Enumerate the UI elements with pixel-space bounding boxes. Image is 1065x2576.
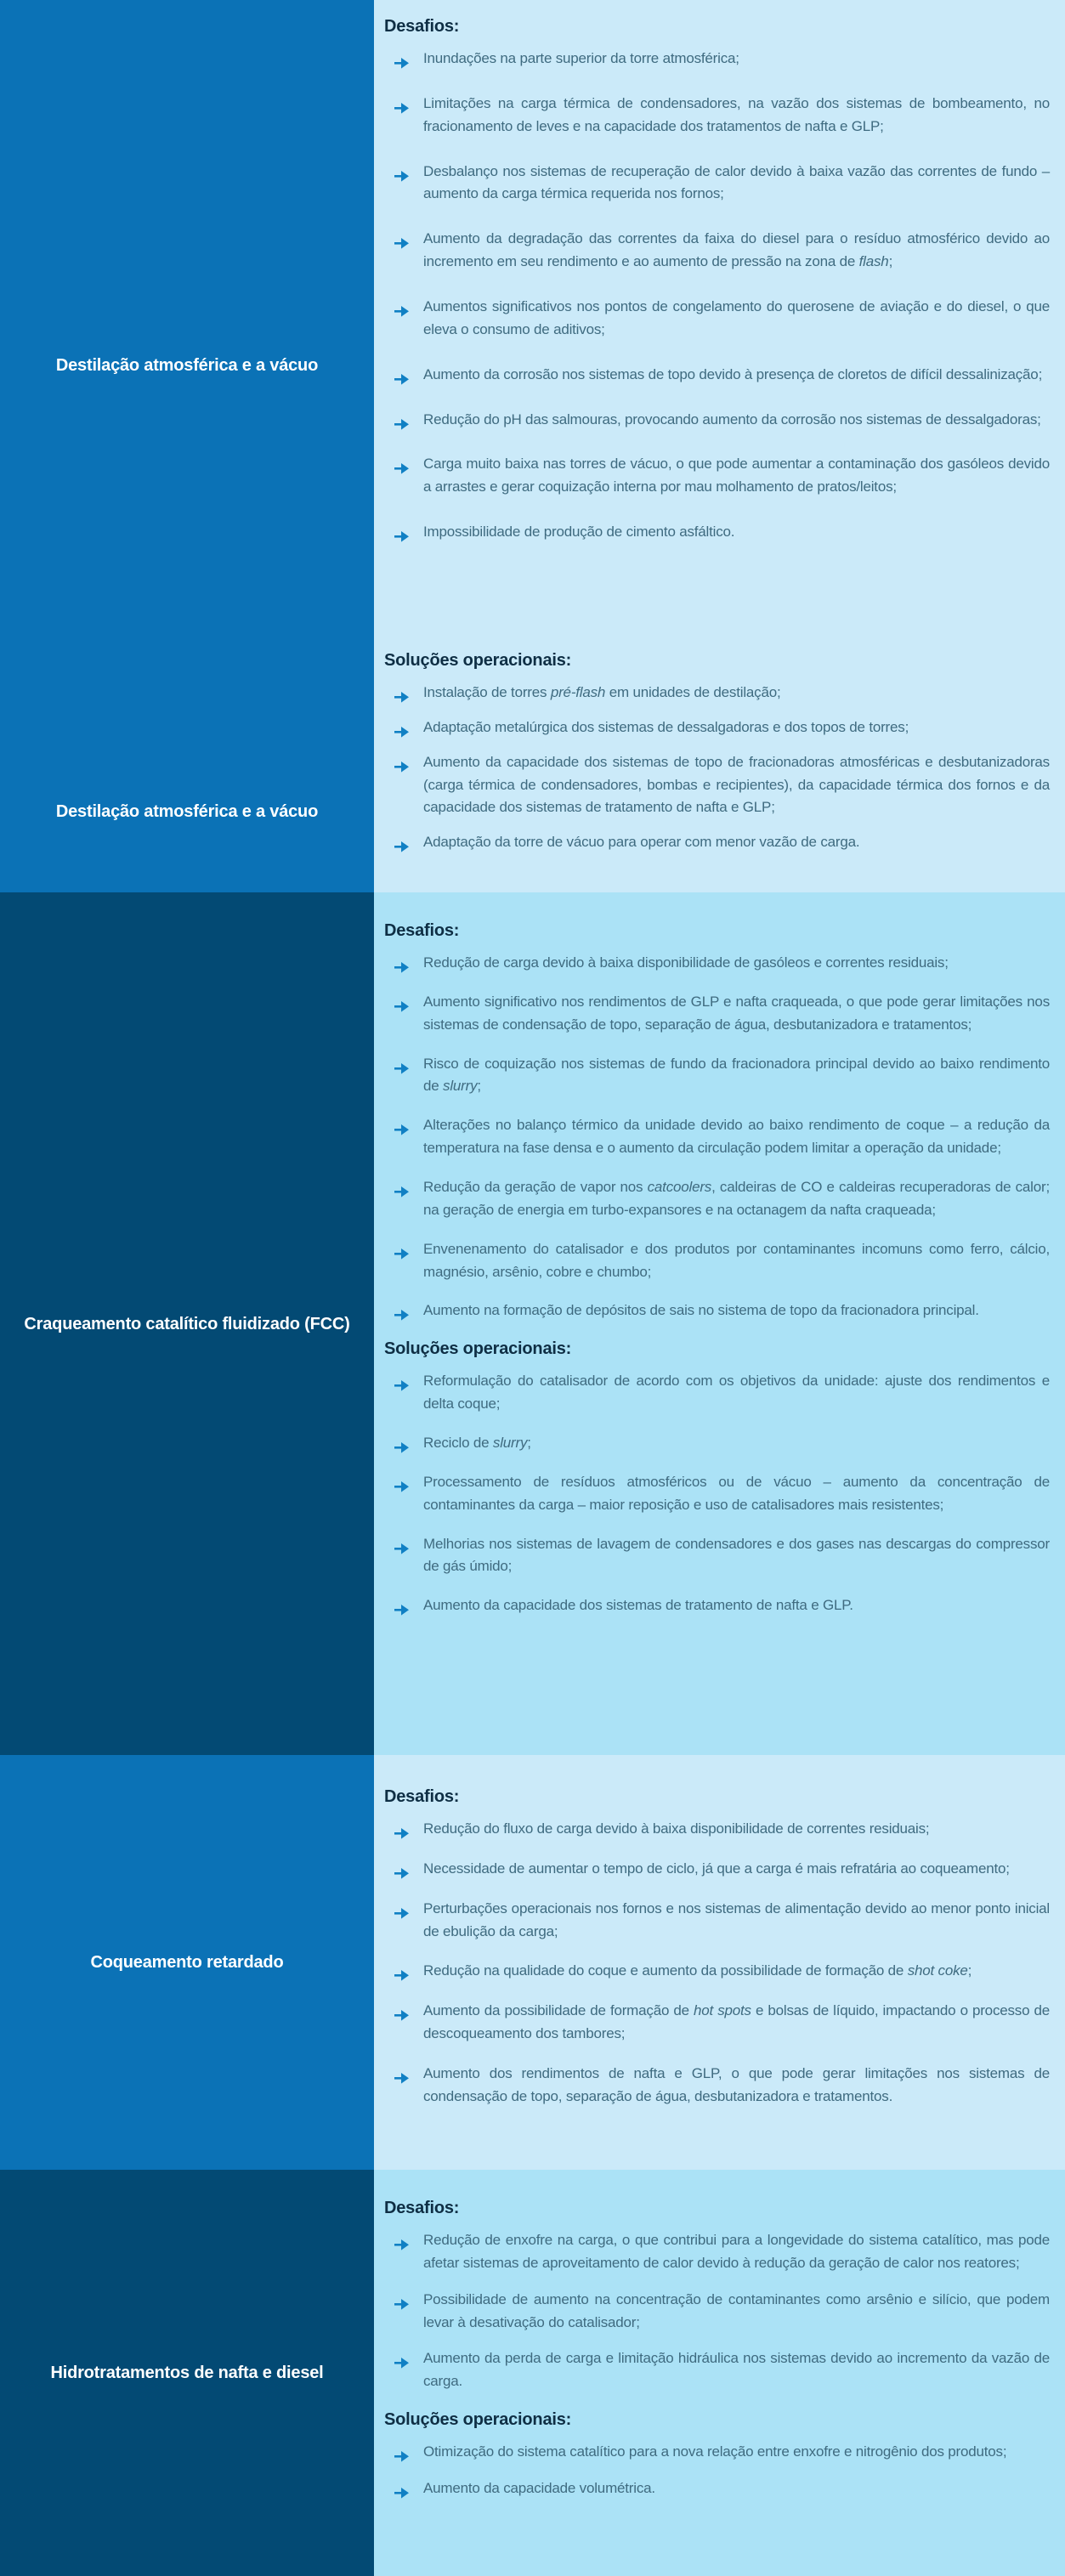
- arrow-bullet-icon: [394, 302, 410, 313]
- list-item: Redução da geração de vapor nos catcoolers, caldeiras de CO e caldeiras recuperadoras de calor; na geração de energia em turbo-expansores e na octanagem da nafta craqueada;: [384, 1176, 1050, 1222]
- arrow-bullet-icon: [394, 958, 410, 969]
- arrow-bullet-icon: [394, 997, 410, 1008]
- italic-term: slurry: [443, 1078, 478, 1095]
- section-heading: Desafios:: [384, 1787, 460, 1806]
- list-item: Adaptação da torre de vácuo para operar com menor vazão de carga.: [384, 831, 1050, 854]
- content-section: [384, 921, 1050, 1322]
- list-item: Impossibilidade de produção de cimento asfáltico.: [384, 521, 1050, 544]
- process-label-cell: [0, 2170, 374, 2576]
- arrow-bullet-icon: [394, 1864, 410, 1875]
- content-section: [384, 2410, 1050, 2500]
- section-heading: Soluções operacionais:: [384, 2410, 572, 2430]
- process-label-cell: [0, 646, 374, 892]
- content-cell: [374, 0, 1065, 646]
- process-label: Destilação atmosférica e a vácuo: [55, 802, 319, 821]
- list-item: Reciclo de slurry;: [384, 1432, 1050, 1455]
- list-item: Adaptação metalúrgica dos sistemas de dessalgadoras e dos topos de torres;: [384, 716, 1050, 739]
- content-cell: [374, 2170, 1065, 2576]
- section-heading: Soluções operacionais:: [384, 651, 572, 670]
- table-row: [0, 1755, 1065, 2170]
- list-item: Envenenamento do catalisador e dos produtos por contaminantes incomuns como ferro, cálcio, magnésio, arsênio, cobre e chumbo;: [384, 1238, 1050, 1284]
- arrow-bullet-icon: [394, 2006, 410, 2017]
- list-item: Desbalanço nos sistemas de recuperação de calor devido à baixa vazão das correntes de fundo – aumento da carga térmica requerida nos fornos;: [384, 161, 1050, 207]
- arrow-bullet-icon: [394, 1120, 410, 1131]
- arrow-bullet-icon: [394, 757, 410, 768]
- list-item: Aumento da capacidade dos sistemas de topo de fracionadoras atmosféricas e desbutanizadoras (carga térmica de condensadores, bombas e recipientes), da capacidade térmica dos fornos e da capacidade dos sistemas de tratamento de nafta e GLP;: [384, 751, 1050, 820]
- arrow-bullet-icon: [394, 1904, 410, 1915]
- bullet-list: [384, 2229, 1050, 2393]
- arrow-bullet-icon: [394, 2483, 410, 2494]
- list-item: Redução do fluxo de carga devido à baixa disponibilidade de correntes residuais;: [384, 1818, 1050, 1841]
- arrow-bullet-icon: [394, 837, 410, 848]
- list-item: Aumento da degradação das correntes da faixa do diesel para o resíduo atmosférico devido ao incremento em seu rendimento e ao aumento de pressão na zona de flash;: [384, 228, 1050, 274]
- italic-term: shot coke: [907, 1962, 968, 1979]
- content-cell: [374, 646, 1065, 892]
- section-heading: Desafios:: [384, 17, 460, 36]
- list-item: Necessidade de aumentar o tempo de ciclo, já que a carga é mais refratária ao coqueamento;: [384, 1858, 1050, 1881]
- process-label: Coqueamento retardado: [90, 1953, 284, 1972]
- list-item: Redução do pH das salmouras, provocando aumento da corrosão nos sistemas de dessalgadoras;: [384, 409, 1050, 432]
- arrow-bullet-icon: [394, 370, 410, 381]
- table-row: [0, 892, 1065, 1755]
- list-item: Aumento da possibilidade de formação de hot spots e bolsas de líquido, impactando o processo de descoqueamento dos tambores;: [384, 2000, 1050, 2046]
- italic-term: pré-flash: [550, 684, 606, 700]
- arrow-bullet-icon: [394, 688, 410, 699]
- process-label-cell: [0, 1755, 374, 2170]
- arrow-bullet-icon: [394, 2295, 410, 2306]
- bullet-list: [384, 48, 1050, 544]
- arrow-bullet-icon: [394, 415, 410, 426]
- process-label: Hidrotratamentos de nafta e diesel: [50, 2364, 324, 2382]
- list-item: Carga muito baixa nas torres de vácuo, o que pode aumentar a contaminação dos gasóleos devido a arrastes e gerar coquização interna por mau molhamento de pratos/leitos;: [384, 453, 1050, 499]
- list-item: Melhorias nos sistemas de lavagem de condensadores e dos gases nas descargas do compressor de gás úmido;: [384, 1533, 1050, 1579]
- process-label: Destilação atmosférica e a vácuo: [55, 356, 319, 375]
- list-item: Redução de carga devido à baixa disponibilidade de gasóleos e correntes residuais;: [384, 952, 1050, 975]
- process-label-cell: [0, 0, 374, 646]
- list-item: Redução na qualidade do coque e aumento da possibilidade de formação de shot coke;: [384, 1960, 1050, 1983]
- arrow-bullet-icon: [394, 2069, 410, 2080]
- arrow-bullet-icon: [394, 722, 410, 733]
- list-item: Risco de coquização nos sistemas de fundo da fracionadora principal devido ao baixo rendimento de slurry;: [384, 1053, 1050, 1099]
- process-label: Craqueamento catalítico fluidizado (FCC): [24, 1314, 350, 1333]
- italic-term: slurry: [492, 1435, 528, 1452]
- list-item: Inundações na parte superior da torre atmosférica;: [384, 48, 1050, 71]
- arrow-bullet-icon: [394, 54, 410, 65]
- arrow-bullet-icon: [394, 2353, 410, 2364]
- content-section: [384, 2199, 1050, 2393]
- arrow-bullet-icon: [394, 99, 410, 110]
- bullet-list: [384, 1370, 1050, 1617]
- list-item: Aumento da perda de carga e limitação hidráulica nos sistemas devido ao incremento da vazão de carga.: [384, 2347, 1050, 2393]
- list-item: Aumento da corrosão nos sistemas de topo devido à presença de cloretos de difícil dessalinização;: [384, 364, 1050, 387]
- arrow-bullet-icon: [394, 1539, 410, 1550]
- section-heading: Desafios:: [384, 2199, 460, 2217]
- bullet-list: [384, 952, 1050, 1322]
- content-cell: [374, 1755, 1065, 2170]
- arrow-bullet-icon: [394, 1244, 410, 1255]
- list-item: Aumento na formação de depósitos de sais no sistema de topo da fracionadora principal.: [384, 1299, 1050, 1322]
- bullet-list: [384, 2441, 1050, 2500]
- content-cell: [374, 892, 1065, 1755]
- section-heading: Desafios:: [384, 921, 460, 940]
- table-row: [0, 646, 1065, 892]
- arrow-bullet-icon: [394, 1477, 410, 1488]
- arrow-bullet-icon: [394, 459, 410, 470]
- list-item: Processamento de resíduos atmosféricos ou de vácuo – aumento da concentração de contaminantes da carga – maior reposição e uso de catalisadores mais resistentes;: [384, 1471, 1050, 1517]
- list-item: Aumento da capacidade volumétrica.: [384, 2477, 1050, 2500]
- content-section: [384, 17, 1050, 544]
- arrow-bullet-icon: [394, 167, 410, 178]
- list-item: Redução de enxofre na carga, o que contribui para a longevidade do sistema catalítico, mas pode afetar sistemas de aproveitamento de calor devido à redução da geração de calor nos reatores;: [384, 2229, 1050, 2275]
- content-section: [384, 1787, 1050, 2109]
- arrow-bullet-icon: [394, 2447, 410, 2458]
- italic-term: hot spots: [694, 2002, 751, 2019]
- list-item: Aumentos significativos nos pontos de congelamento do querosene de aviação e do diesel, o que eleva o consumo de aditivos;: [384, 296, 1050, 342]
- list-item: Otimização do sistema catalítico para a nova relação entre enxofre e nitrogênio dos produtos;: [384, 2441, 1050, 2464]
- bullet-list: [384, 682, 1050, 854]
- process-label-cell: [0, 892, 374, 1755]
- content-section: [384, 1339, 1050, 1617]
- arrow-bullet-icon: [394, 234, 410, 245]
- arrow-bullet-icon: [394, 1600, 410, 1611]
- list-item: Perturbações operacionais nos fornos e nos sistemas de alimentação devido ao menor ponto inicial de ebulição da carga;: [384, 1898, 1050, 1944]
- arrow-bullet-icon: [394, 2235, 410, 2246]
- list-item: Possibilidade de aumento na concentração de contaminantes como arsênio e silício, que podem levar à desativação do catalisador;: [384, 2289, 1050, 2335]
- list-item: Alterações no balanço térmico da unidade devido ao baixo rendimento de coque – a redução da temperatura na fase densa e o aumento da circulação podem limitar a operação da unidade;: [384, 1114, 1050, 1160]
- arrow-bullet-icon: [394, 1182, 410, 1193]
- bullet-list: [384, 1818, 1050, 2109]
- table-row: [0, 2170, 1065, 2576]
- section-heading: Soluções operacionais:: [384, 1339, 572, 1359]
- arrow-bullet-icon: [394, 1059, 410, 1070]
- list-item: Aumento significativo nos rendimentos de GLP e nafta craqueada, o que pode gerar limitações nos sistemas de condensação de topo, separação de água, desbutanizadora e tratamentos;: [384, 991, 1050, 1037]
- list-item: Reformulação do catalisador de acordo com os objetivos da unidade: ajuste dos rendimentos e delta coque;: [384, 1370, 1050, 1416]
- list-item: Aumento da capacidade dos sistemas de tratamento de nafta e GLP.: [384, 1594, 1050, 1617]
- arrow-bullet-icon: [394, 1966, 410, 1977]
- list-item: Limitações na carga térmica de condensadores, na vazão dos sistemas de bombeamento, no fracionamento de leves e na capacidade dos tratamentos de nafta e GLP;: [384, 93, 1050, 139]
- list-item: Instalação de torres pré-flash em unidades de destilação;: [384, 682, 1050, 705]
- table-row: [0, 0, 1065, 646]
- content-section: [384, 651, 1050, 854]
- arrow-bullet-icon: [394, 527, 410, 538]
- italic-term: flash: [858, 253, 889, 270]
- arrow-bullet-icon: [394, 1824, 410, 1835]
- arrow-bullet-icon: [394, 1305, 410, 1316]
- arrow-bullet-icon: [394, 1438, 410, 1449]
- arrow-bullet-icon: [394, 1376, 410, 1387]
- italic-term: catcoolers: [647, 1179, 712, 1196]
- list-item: Aumento dos rendimentos de nafta e GLP, o que pode gerar limitações nos sistemas de condensação de topo, separação de água, desbutanizadora e tratamentos.: [384, 2063, 1050, 2109]
